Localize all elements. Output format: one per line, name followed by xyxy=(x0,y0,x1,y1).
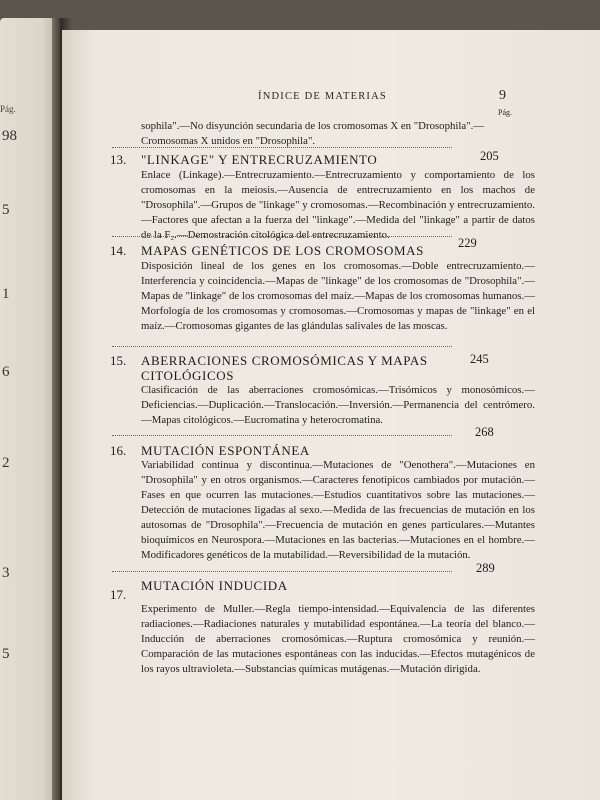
left-page-number: 6 xyxy=(2,364,10,380)
chapter-divider xyxy=(112,571,452,572)
chapter-title: "LINKAGE" Y ENTRECRUZAMIENTO xyxy=(141,152,378,167)
chapter-number: 17. xyxy=(110,587,127,602)
page-number: 9 xyxy=(499,88,506,103)
left-page-number: 3 xyxy=(2,565,10,581)
chapter-divider xyxy=(112,435,452,436)
left-page-number: 98 xyxy=(2,128,17,144)
chapter-page: 268 xyxy=(475,425,494,439)
chapter-description: Experimento de Muller.—Regla tiempo-intensidad.—Equivalencia de las diferentes radiaciones.—Radiaciones naturales y mutabilidad espontánea.—La teoría del blanco.—Inducción de aberraciones cromosómicas.—Ruptura cromosómica y reunión.—Comparación de las mutaciones espontáneas con las inducidas.—Efectos mutagénicos de los rayos ultravioleta.—Substancias químicas mutágenas.—Mutación dirigida. xyxy=(141,603,535,675)
left-page-number: 5 xyxy=(2,202,10,218)
continued-entry-text: sophila".—No disyunción secundaria de los cromosomas X en "Drosophila".—Cromosomas X unidos en "Drosophila". xyxy=(141,120,485,147)
left-page-pag-label: Pág. xyxy=(0,104,16,114)
chapter-number: 13. xyxy=(110,152,127,167)
chapter-description: Clasificación de las aberraciones cromosómicas.—Trisómicos y monosómicos.—Deficiencias.—Duplicación.—Translocación.—Inversión.—Permanencia del centrómero.—Mapas citológicos.—Eucromatina y heterocromatina. xyxy=(141,384,535,426)
chapter-title: MAPAS GENÉTICOS DE LOS CROMOSOMAS xyxy=(141,243,424,258)
chapter-description: Enlace (Linkage).—Entrecruzamiento.—Entrecruzamiento y comportamiento de los cromosomas en la meiosis.—Ausencia de entrecruzamiento en los machos de "Drosophila".—Grupos de "linkage" y cromosomas.—Recombinación y entrecruzamiento.—Factores que afectan a la fuerza del "linkage".—Medida del "linkage" a partir de datos de la F₂.—Demostración citológica del entrecruzamiento. xyxy=(141,169,535,241)
book-page xyxy=(62,30,600,800)
chapter-number: 14. xyxy=(110,243,127,258)
chapter-description: Variabilidad continua y discontinua.—Mutaciones de "Oenothera".—Mutaciones en "Drosophila" y en otros organismos.—Caracteres fenotípicos cambiados por mutación.—Fases en que ocurren las mutaciones.—Estudios cuantitativos sobre las mutaciones.—Detección de mutaciones ligadas al sexo.—Medida de las frecuencias de mutación en los autosomas de "Drosophila".—Frecuencia de mutación en genes particulares.—Mutantes bioquímicos en Neurospora.—Mutaciones en las bacterias.—Mutaciones en el hombre.—Modificadores genéticos de la mutabilidad.—Reversibilidad de la mutación. xyxy=(141,459,535,561)
chapter-title: MUTACIÓN ESPONTÁNEA xyxy=(141,443,310,458)
chapter-number: 15. xyxy=(110,353,127,368)
chapter-divider xyxy=(112,346,452,347)
chapter-title: ABERRACIONES CROMOSÓMICAS Y MAPAS CITOLÓGICOS xyxy=(141,353,428,383)
chapter-description: Disposición lineal de los genes en los cromosomas.—Doble entrecruzamiento.—Interferencia y coincidencia.—Mapas de "linkage" de los cromosomas de "Drosophila".—Mapas de "linkage" de los cromosomas del maíz.—Mapas de los cromosomas humanos.—Morfología de los cromosomas y cromosomas.—Cromosomas y mapas de "linkage" en el maíz.—Cromosomas gigantes de las glándulas salivales de las moscas. xyxy=(141,260,535,332)
left-page-number: 5 xyxy=(2,646,10,662)
chapter-page: 289 xyxy=(476,561,495,575)
chapter-divider xyxy=(112,147,452,148)
page-header-title: ÍNDICE DE MATERIAS xyxy=(258,91,387,102)
chapter-page: 245 xyxy=(470,352,489,366)
left-facing-page xyxy=(0,18,60,800)
chapter-title: MUTACIÓN INDUCIDA xyxy=(141,578,288,593)
left-page-number: 1 xyxy=(2,286,10,302)
page-column-label: Pág. xyxy=(498,108,512,117)
chapter-page: 205 xyxy=(480,149,499,163)
chapter-page: 229 xyxy=(458,236,477,250)
chapter-number: 16. xyxy=(110,443,127,458)
chapter-divider xyxy=(112,236,452,237)
left-page-number: 2 xyxy=(2,455,10,471)
